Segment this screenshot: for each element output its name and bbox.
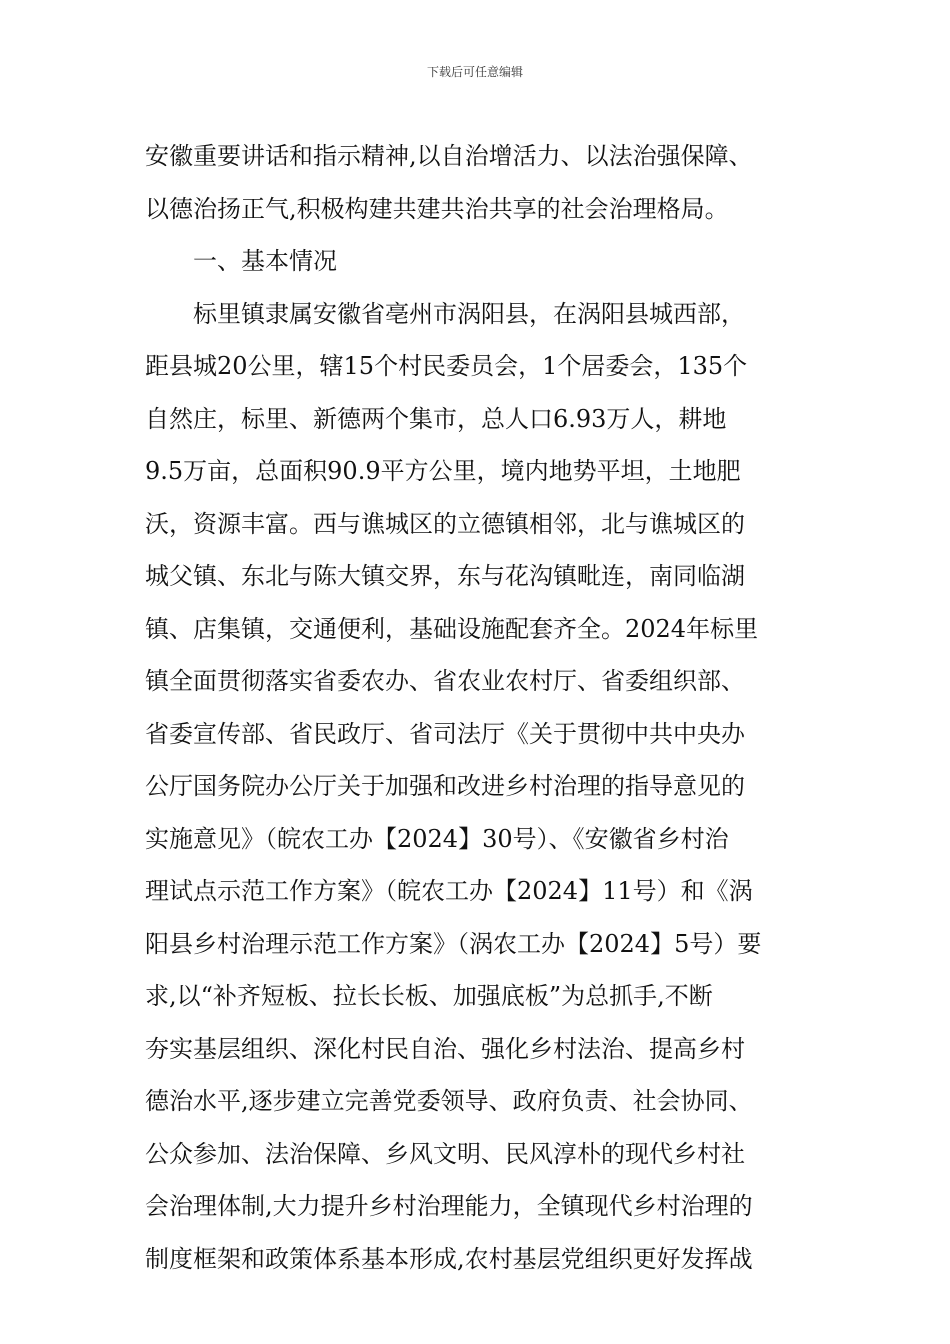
text-line: 夯实基层组织、深化村民自治、强化乡村法治、提高乡村 xyxy=(145,1034,745,1063)
text-line: 镇、店集镇，交通便利，基础设施配套齐全。2024年标里 xyxy=(145,614,759,643)
text-line: 自然庄，标里、新德两个集市，总人口6.93万人，耕地 xyxy=(145,404,727,433)
text-line: 沃，资源丰富。西与谯城区的立德镇相邻，北与谯城区的 xyxy=(145,509,745,538)
document-body xyxy=(145,130,815,1285)
text-line: 理试点示范工作方案》（皖农工办【2024】11号）和《涡 xyxy=(145,877,753,905)
section-heading: 一、基本情况 xyxy=(193,247,337,275)
text-line: 会治理体制,大力提升乡村治理能力，全镇现代乡村治理的 xyxy=(145,1192,753,1220)
text-line: 距县城20公里，辖15个村民委员会，1个居委会，135个 xyxy=(145,352,748,380)
text-line: 求,以“补齐短板、拉长长板、加强底板”为总抓手,不断 xyxy=(145,982,713,1010)
text-line: 9.5万亩，总面积90.9平方公里，境内地势平坦，土地肥 xyxy=(145,457,741,485)
text-line: 德治水平,逐步建立完善党委领导、政府负责、社会协同、 xyxy=(145,1087,753,1115)
text-line: 实施意见》（皖农工办【2024】30号）、《安徽省乡村治 xyxy=(145,824,729,853)
text-line: 标里镇隶属安徽省亳州市涡阳县，在涡阳县城西部， xyxy=(193,299,745,328)
text-line: 城父镇、东北与陈大镇交界，东与花沟镇毗连，南同临湖 xyxy=(145,562,745,590)
text-line: 以德治扬正气,积极构建共建共治共享的社会治理格局。 xyxy=(145,194,729,223)
page-header: 下载后可任意编辑 xyxy=(426,65,523,79)
text-line: 镇全面贯彻落实省委农办、省农业农村厅、省委组织部、 xyxy=(145,667,745,695)
text-line: 省委宣传部、省民政厅、省司法厅《关于贯彻中共中央办 xyxy=(145,719,745,748)
text-line: 公厅国务院办公厅关于加强和改进乡村治理的指导意见的 xyxy=(145,772,745,800)
text-line: 公众参加、法治保障、乡风文明、民风淳朴的现代乡村社 xyxy=(145,1139,745,1168)
text-line: 安徽重要讲话和指示精神,以自治增活力、以法治强保障、 xyxy=(145,142,753,170)
text-line: 制度框架和政策体系基本形成,农村基层党组织更好发挥战 xyxy=(145,1244,753,1273)
text-line: 阳县乡村治理示范工作方案》（涡农工办【2024】5号）要 xyxy=(145,929,762,958)
